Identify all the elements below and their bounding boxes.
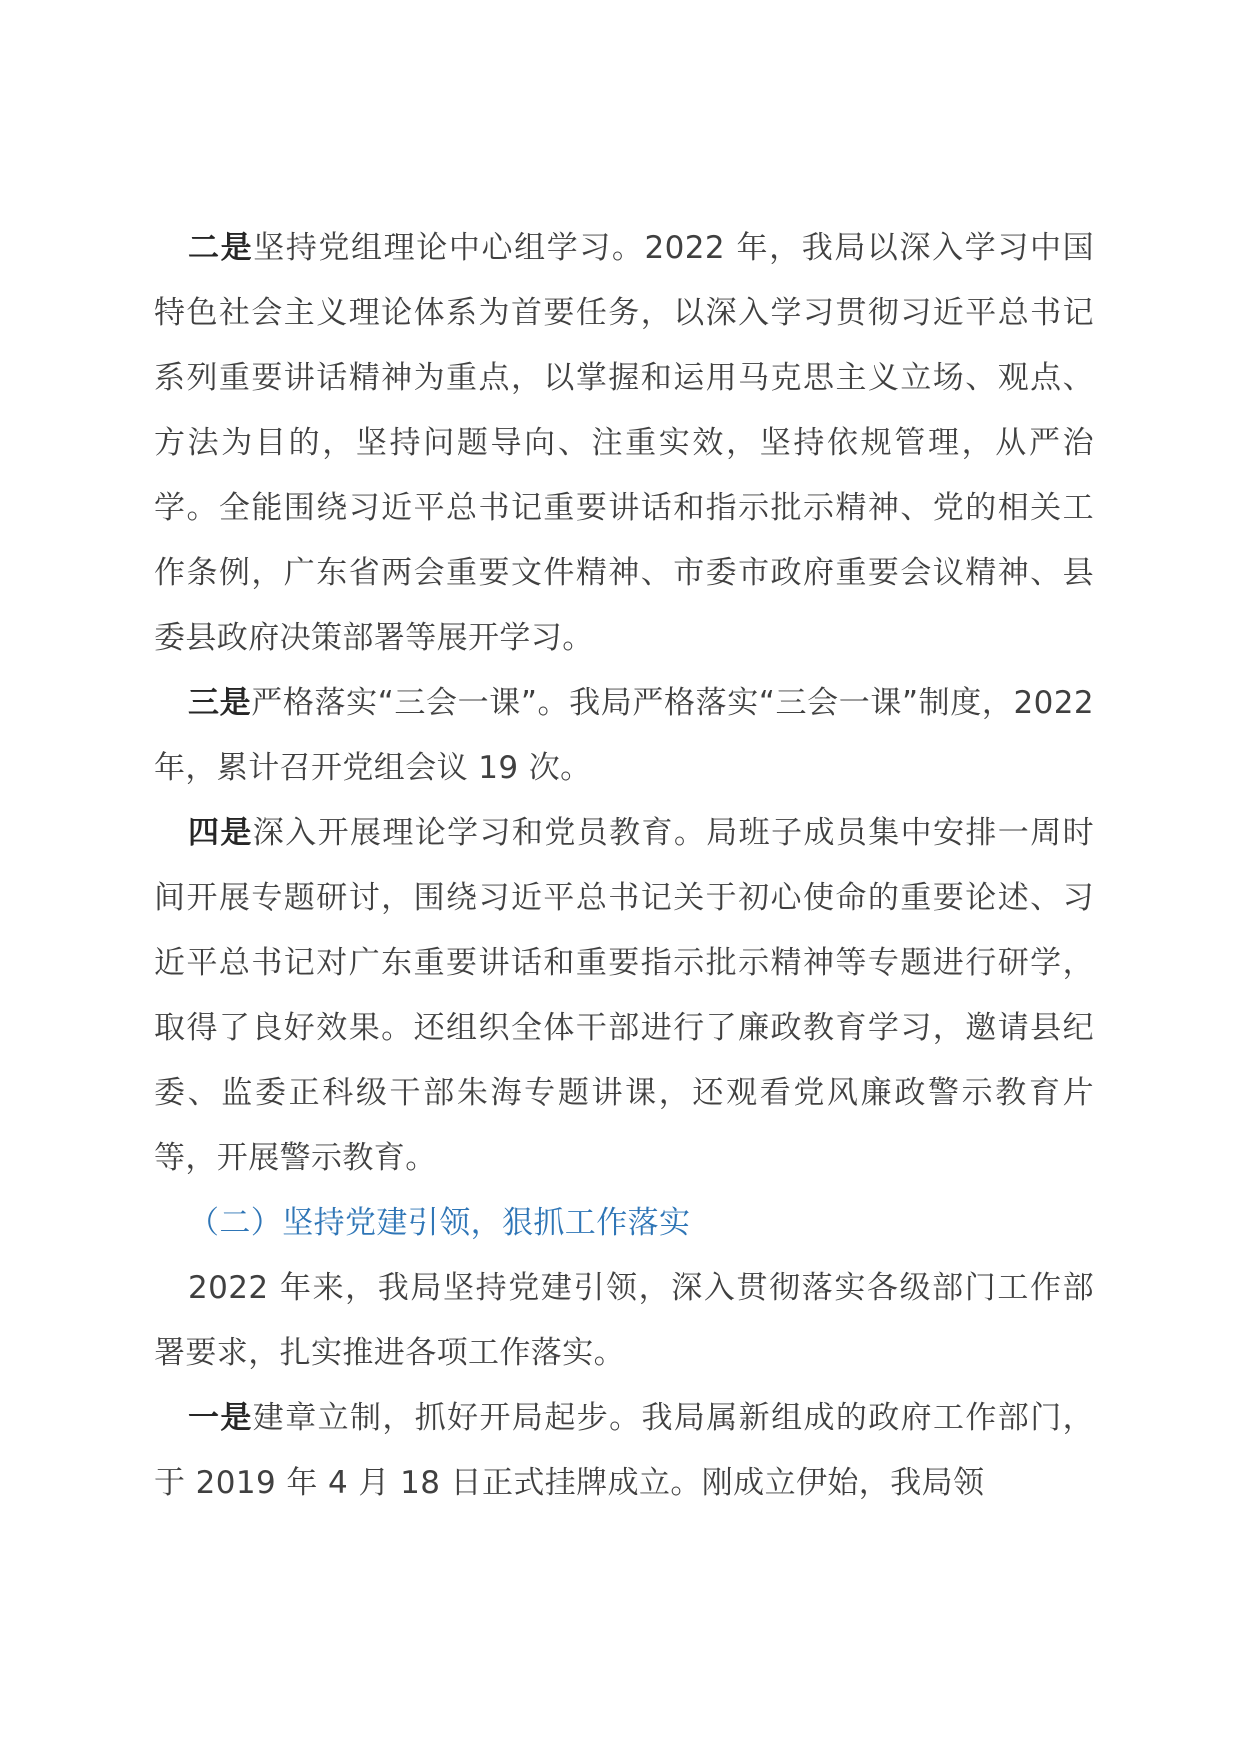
- paragraph-lead: 二是: [188, 230, 254, 266]
- section-intro: 2022 年来，我局坚持党建引领，深入贯彻落实各级部门工作部署要求，扎实推进各项工作落实。: [154, 1270, 1094, 1371]
- paragraph-theory-education: [154, 801, 1094, 1191]
- paragraph-lead: 四是: [188, 815, 253, 851]
- paragraph-three-meetings: [154, 671, 1094, 801]
- paragraph-text: 深入开展理论学习和党员教育。局班子成员集中安排一周时间开展专题研讨，围绕习近平总书记关于初心使命的重要论述、习近平总书记对广东重要讲话和重要指示批示精神等专题进行研学，取得了良好效果。还组织全体干部进行了廉政教育学习，邀请县纪委、监委正科级干部朱海专题讲课，还观看党风廉政警示教育片等，开展警示教育。: [154, 815, 1094, 1176]
- section-heading: （二）坚持党建引领，狠抓工作落实: [188, 1205, 691, 1241]
- document-body: [154, 216, 1094, 1516]
- paragraph-text: 坚持党组理论中心组学习。2022 年，我局以深入学习中国特色社会主义理论体系为首要任务，以深入学习贯彻习近平总书记系列重要讲话精神为重点，以掌握和运用马克思主义立场、观点、方法为目的，坚持问题导向、注重实效，坚持依规管理，从严治学。全能围绕习近平总书记重要讲话和指示批示精神、党的相关工作条例，广东省两会重要文件精神、市委市政府重要会议精神、县委县政府决策部署等展开学习。: [154, 230, 1094, 656]
- paragraph-lead: 一是: [188, 1400, 253, 1436]
- paragraph-text: 严格落实“三会一课”。我局严格落实“三会一课”制度，2022 年，累计召开党组会议 19 次。: [154, 685, 1094, 786]
- paragraph-text: 建章立制，抓好开局起步。我局属新组成的政府工作部门，于 2019 年 4 月 18 日正式挂牌成立。刚成立伊始，我局领: [154, 1400, 1094, 1501]
- paragraph-party-group-study: [154, 216, 1094, 671]
- paragraph-lead: 三是: [188, 685, 252, 721]
- paragraph-item-one: [154, 1386, 1094, 1516]
